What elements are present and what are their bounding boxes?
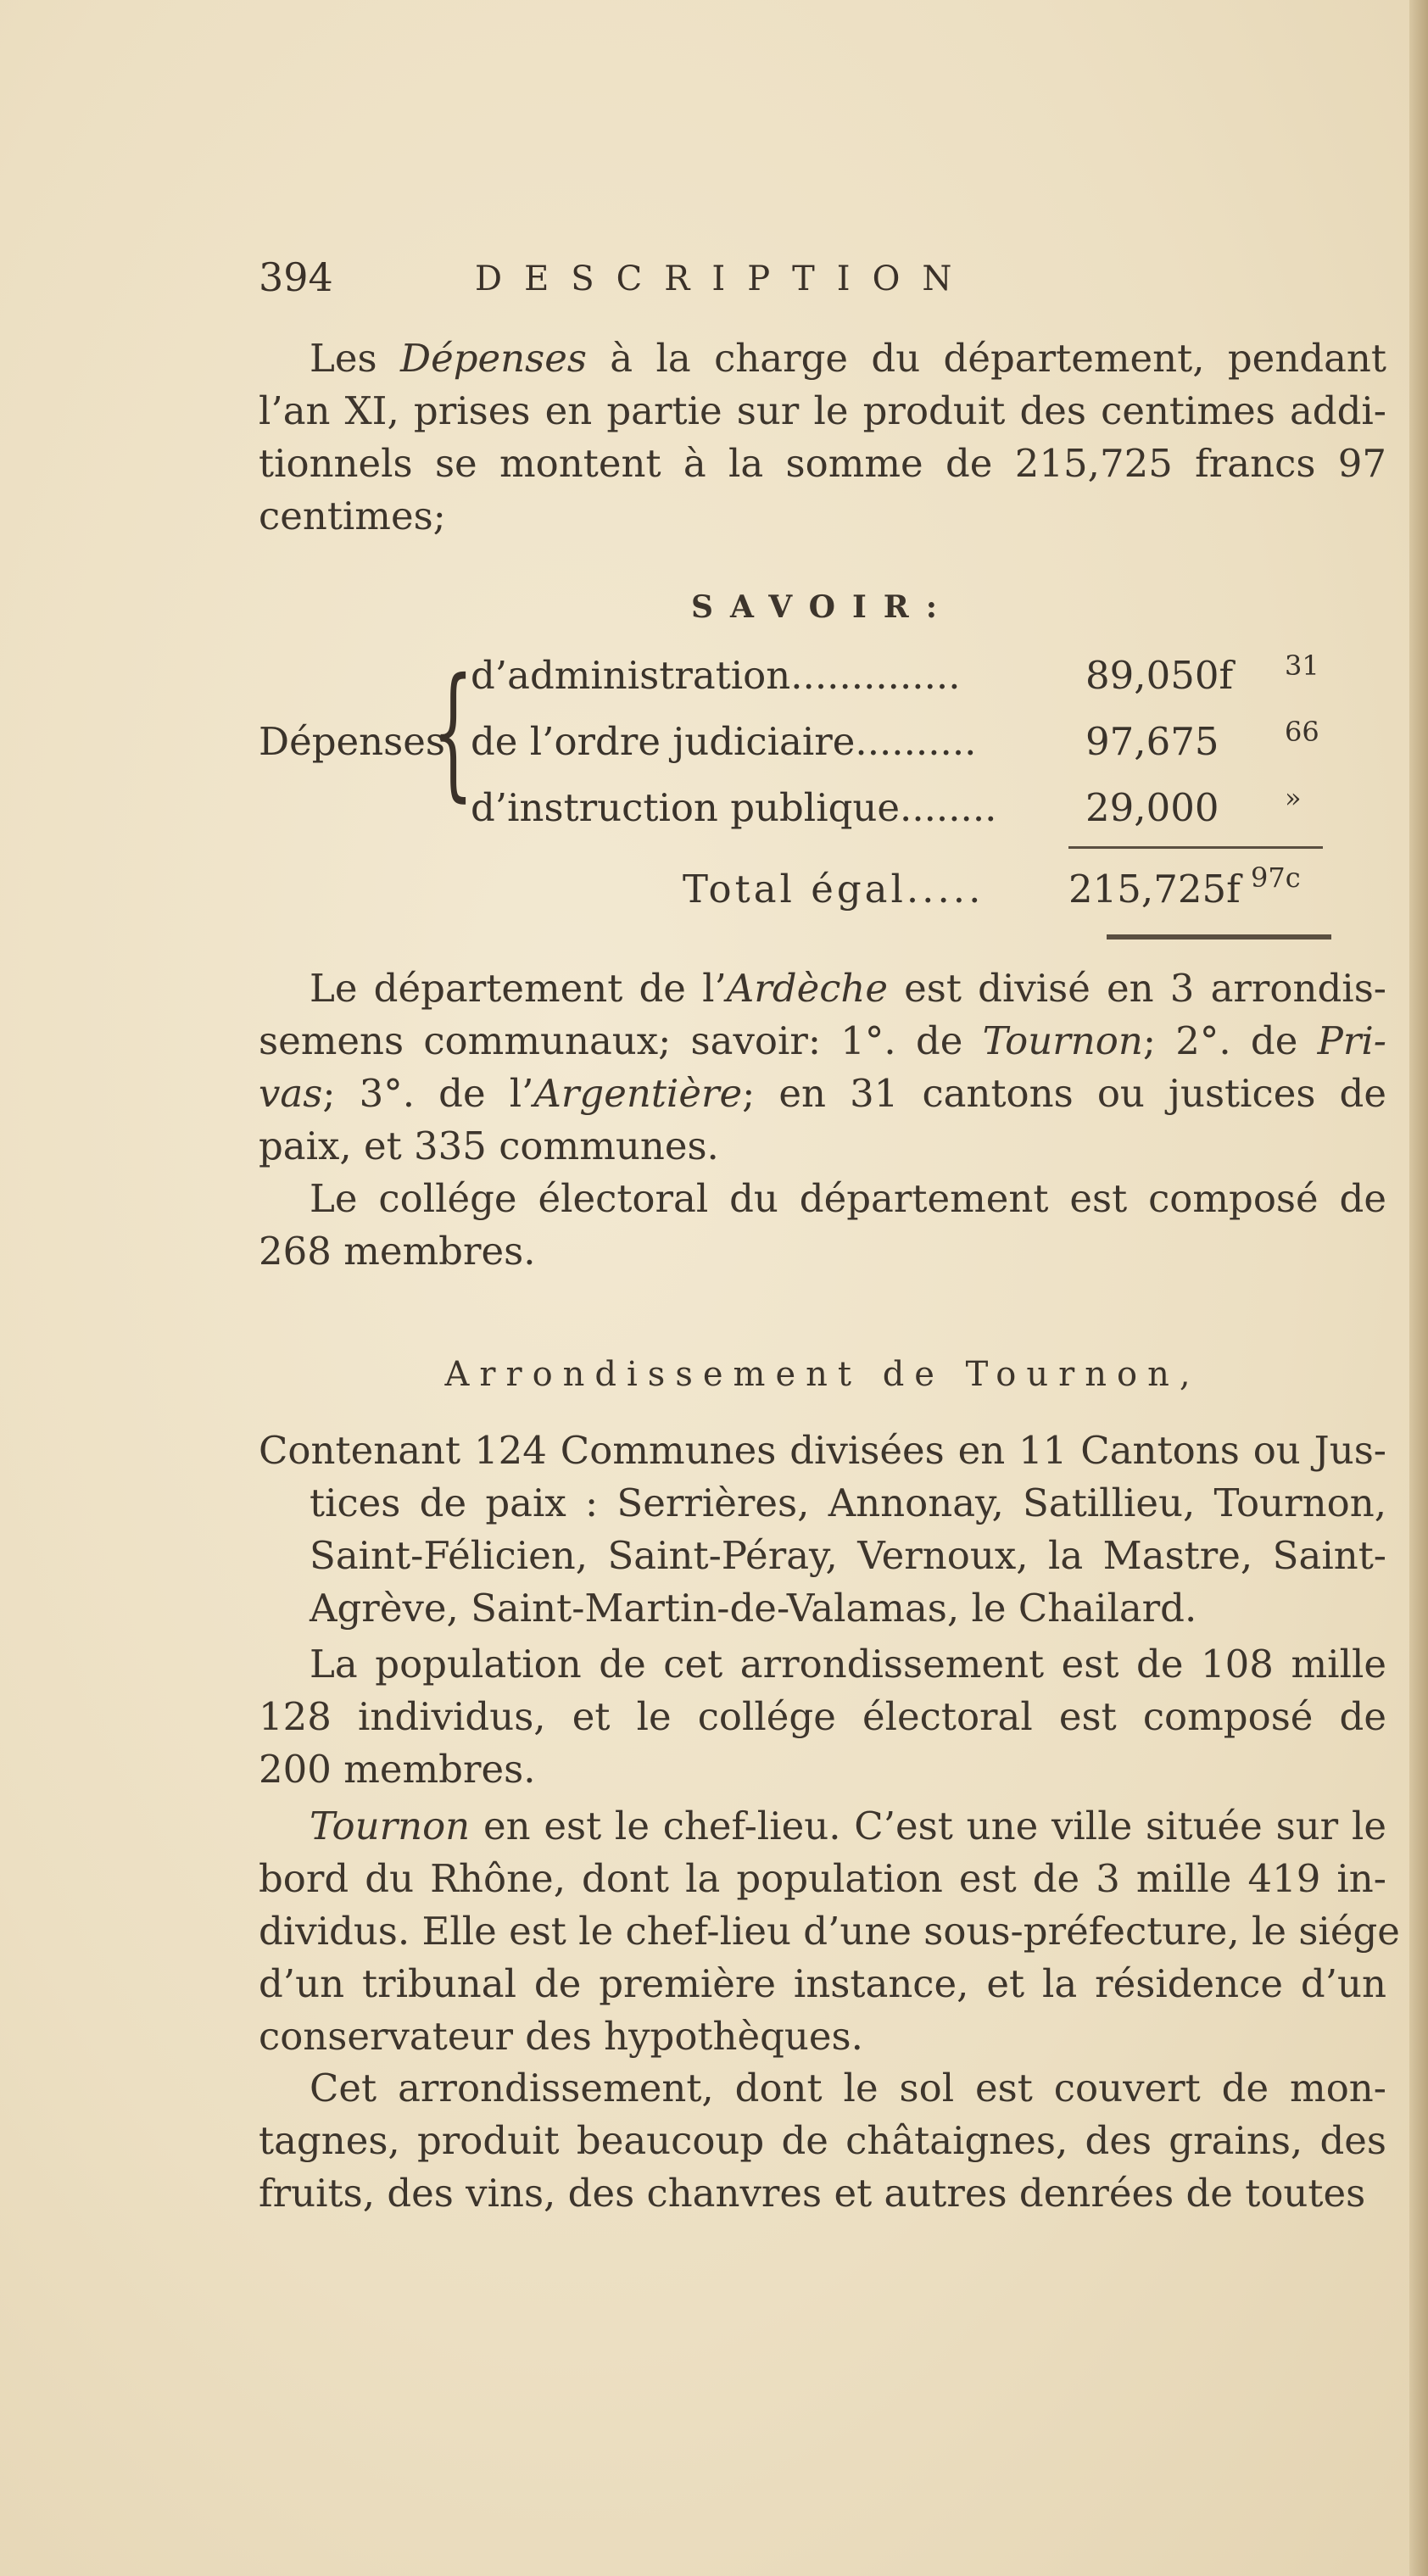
text-line [259,1691,1386,1743]
text-segment: Tournon [310,1804,471,1848]
paragraph-intro [259,332,1386,543]
text-segment: ; 2°. de [1142,1018,1318,1063]
text-segment: Argentière [533,1071,743,1116]
text-segment: dividus. Elle est le chef-lieu d’une sous-préfecture, le siége [259,1909,1400,1954]
text-segment: Le département de l’ [310,966,727,1011]
text-line [259,1853,1386,1905]
expense-row-cents: » [1285,782,1302,814]
paragraph-contenant [259,1425,1386,1635]
text-line [259,385,1386,438]
text-line [259,1120,1386,1173]
text-line [259,2062,1386,2115]
text-segment: Ardèche [726,966,889,1011]
text-line [259,1905,1400,1958]
text-line [259,1173,1386,1225]
expense-row-amount: 29,000 [1085,785,1219,830]
expense-row-desc: d’administration.............. [471,653,961,698]
text-segment: ; 3°. de l’ [322,1071,534,1116]
expense-row-amount: 89,050f [1085,653,1234,698]
text-segment: 128 individus, et le collége électoral est composé de [259,1694,1386,1739]
text-line [259,1425,1386,1477]
text-segment: tagnes, produit beaucoup de châtaignes, des grains, des [259,2118,1386,2163]
savoir-label: SAVOIR: [690,589,954,625]
text-line [259,438,1386,490]
text-segment: Dépenses [399,336,587,381]
text-segment: en est le chef-lieu. C’est une ville située sur le [470,1804,1386,1848]
running-title: DESCRIPTION [475,259,974,298]
text-segment: Tournon [982,1018,1143,1063]
text-segment: l’an XI, prises en partie sur le produit des centimes addi- [259,388,1386,433]
page-header [259,254,1378,314]
expense-row-desc: d’instruction publique........ [471,785,997,830]
text-segment: tices de paix : Serrières, Annonay, Satillieu, Tournon, [310,1480,1386,1525]
brace-symbol: { [432,648,474,816]
text-segment: bord du Rhône, dont la population est de 3 mille 419 in- [259,1856,1386,1901]
text-line [259,1068,1386,1120]
expense-row-cents: 66 [1285,716,1319,748]
text-segment: Cet arrondissement, dont le sol est couvert de mon- [310,2066,1386,2110]
text-line [259,1015,1386,1068]
text-line [259,1743,1386,1796]
text-segment: semens communaux; savoir: 1°. de [259,1018,983,1063]
text-segment: conservateur des hypothèques. [259,2014,863,2059]
text-line [259,2115,1386,2167]
text-segment: d’un tribunal de première instance, et la résidence d’un [259,1961,1386,2006]
text-line [259,2010,1386,2063]
text-line [259,2167,1386,2220]
text-segment: paix, et 335 communes. [259,1124,719,1168]
text-line [259,1800,1386,1853]
total-cents: 97c [1251,861,1301,894]
paragraph-tournon [259,1800,1400,2063]
section-heading [259,1348,1386,1401]
text-line [259,1225,1386,1278]
text-segment: tionnels se montent à la somme de 215,725 francs 97 [259,441,1386,486]
text-line [259,1477,1386,1530]
paragraph-population [259,1638,1386,1796]
text-segment: 268 membres. [259,1229,536,1274]
expense-row-amount: 97,675 [1085,719,1219,764]
text-line [259,1638,1386,1691]
text-segment: ; en 31 cantons ou justices de [742,1071,1386,1116]
text-segment: fruits, des vins, des chanvres et autres denrées de toutes [259,2171,1366,2216]
total-label: Total égal..... [683,867,985,912]
total-amount: 215,725f [1068,867,1241,912]
page-edge [1409,0,1428,2576]
text-segment: Pri- [1317,1018,1386,1063]
page-number: 394 [259,254,333,300]
text-segment: Agrève, Saint-Martin-de-Valamas, le Chailard. [310,1586,1197,1631]
text-segment: Saint-Félicien, Saint-Péray, Vernoux, la Mastre, Saint- [310,1533,1386,1578]
paragraph-division [259,962,1386,1173]
double-rule [1107,934,1331,940]
arrondissement-heading: Arrondissement de Tournon, [444,1355,1201,1394]
text-line [259,1582,1386,1635]
text-segment: La population de cet arrondissement est de 108 mille [310,1642,1386,1687]
text-line [259,1530,1386,1582]
sum-rule [1068,846,1323,849]
text-line [259,1958,1386,2010]
savoir-heading [259,581,1386,633]
expense-label: Dépenses [259,719,445,764]
text-segment: Contenant 124 Communes divisées en 11 Cantons ou Jus- [259,1428,1386,1473]
expense-row-desc: de l’ordre judiciaire.......... [471,719,977,764]
text-segment: à la charge du département, pendant [586,336,1386,381]
text-segment: 200 membres. [259,1747,536,1792]
text-segment: vas [259,1071,323,1116]
paragraph-college [259,1173,1386,1278]
expense-row-cents: 31 [1285,650,1319,682]
text-line [259,332,1386,385]
text-segment: centimes; [259,493,446,538]
text-segment: Les [310,336,400,381]
text-segment: est divisé en 3 arrondis- [888,966,1386,1011]
text-line [259,490,1386,543]
paragraph-produit [259,2062,1386,2220]
text-segment: Le collége électoral du département est composé de [310,1176,1386,1221]
text-line [259,962,1386,1015]
